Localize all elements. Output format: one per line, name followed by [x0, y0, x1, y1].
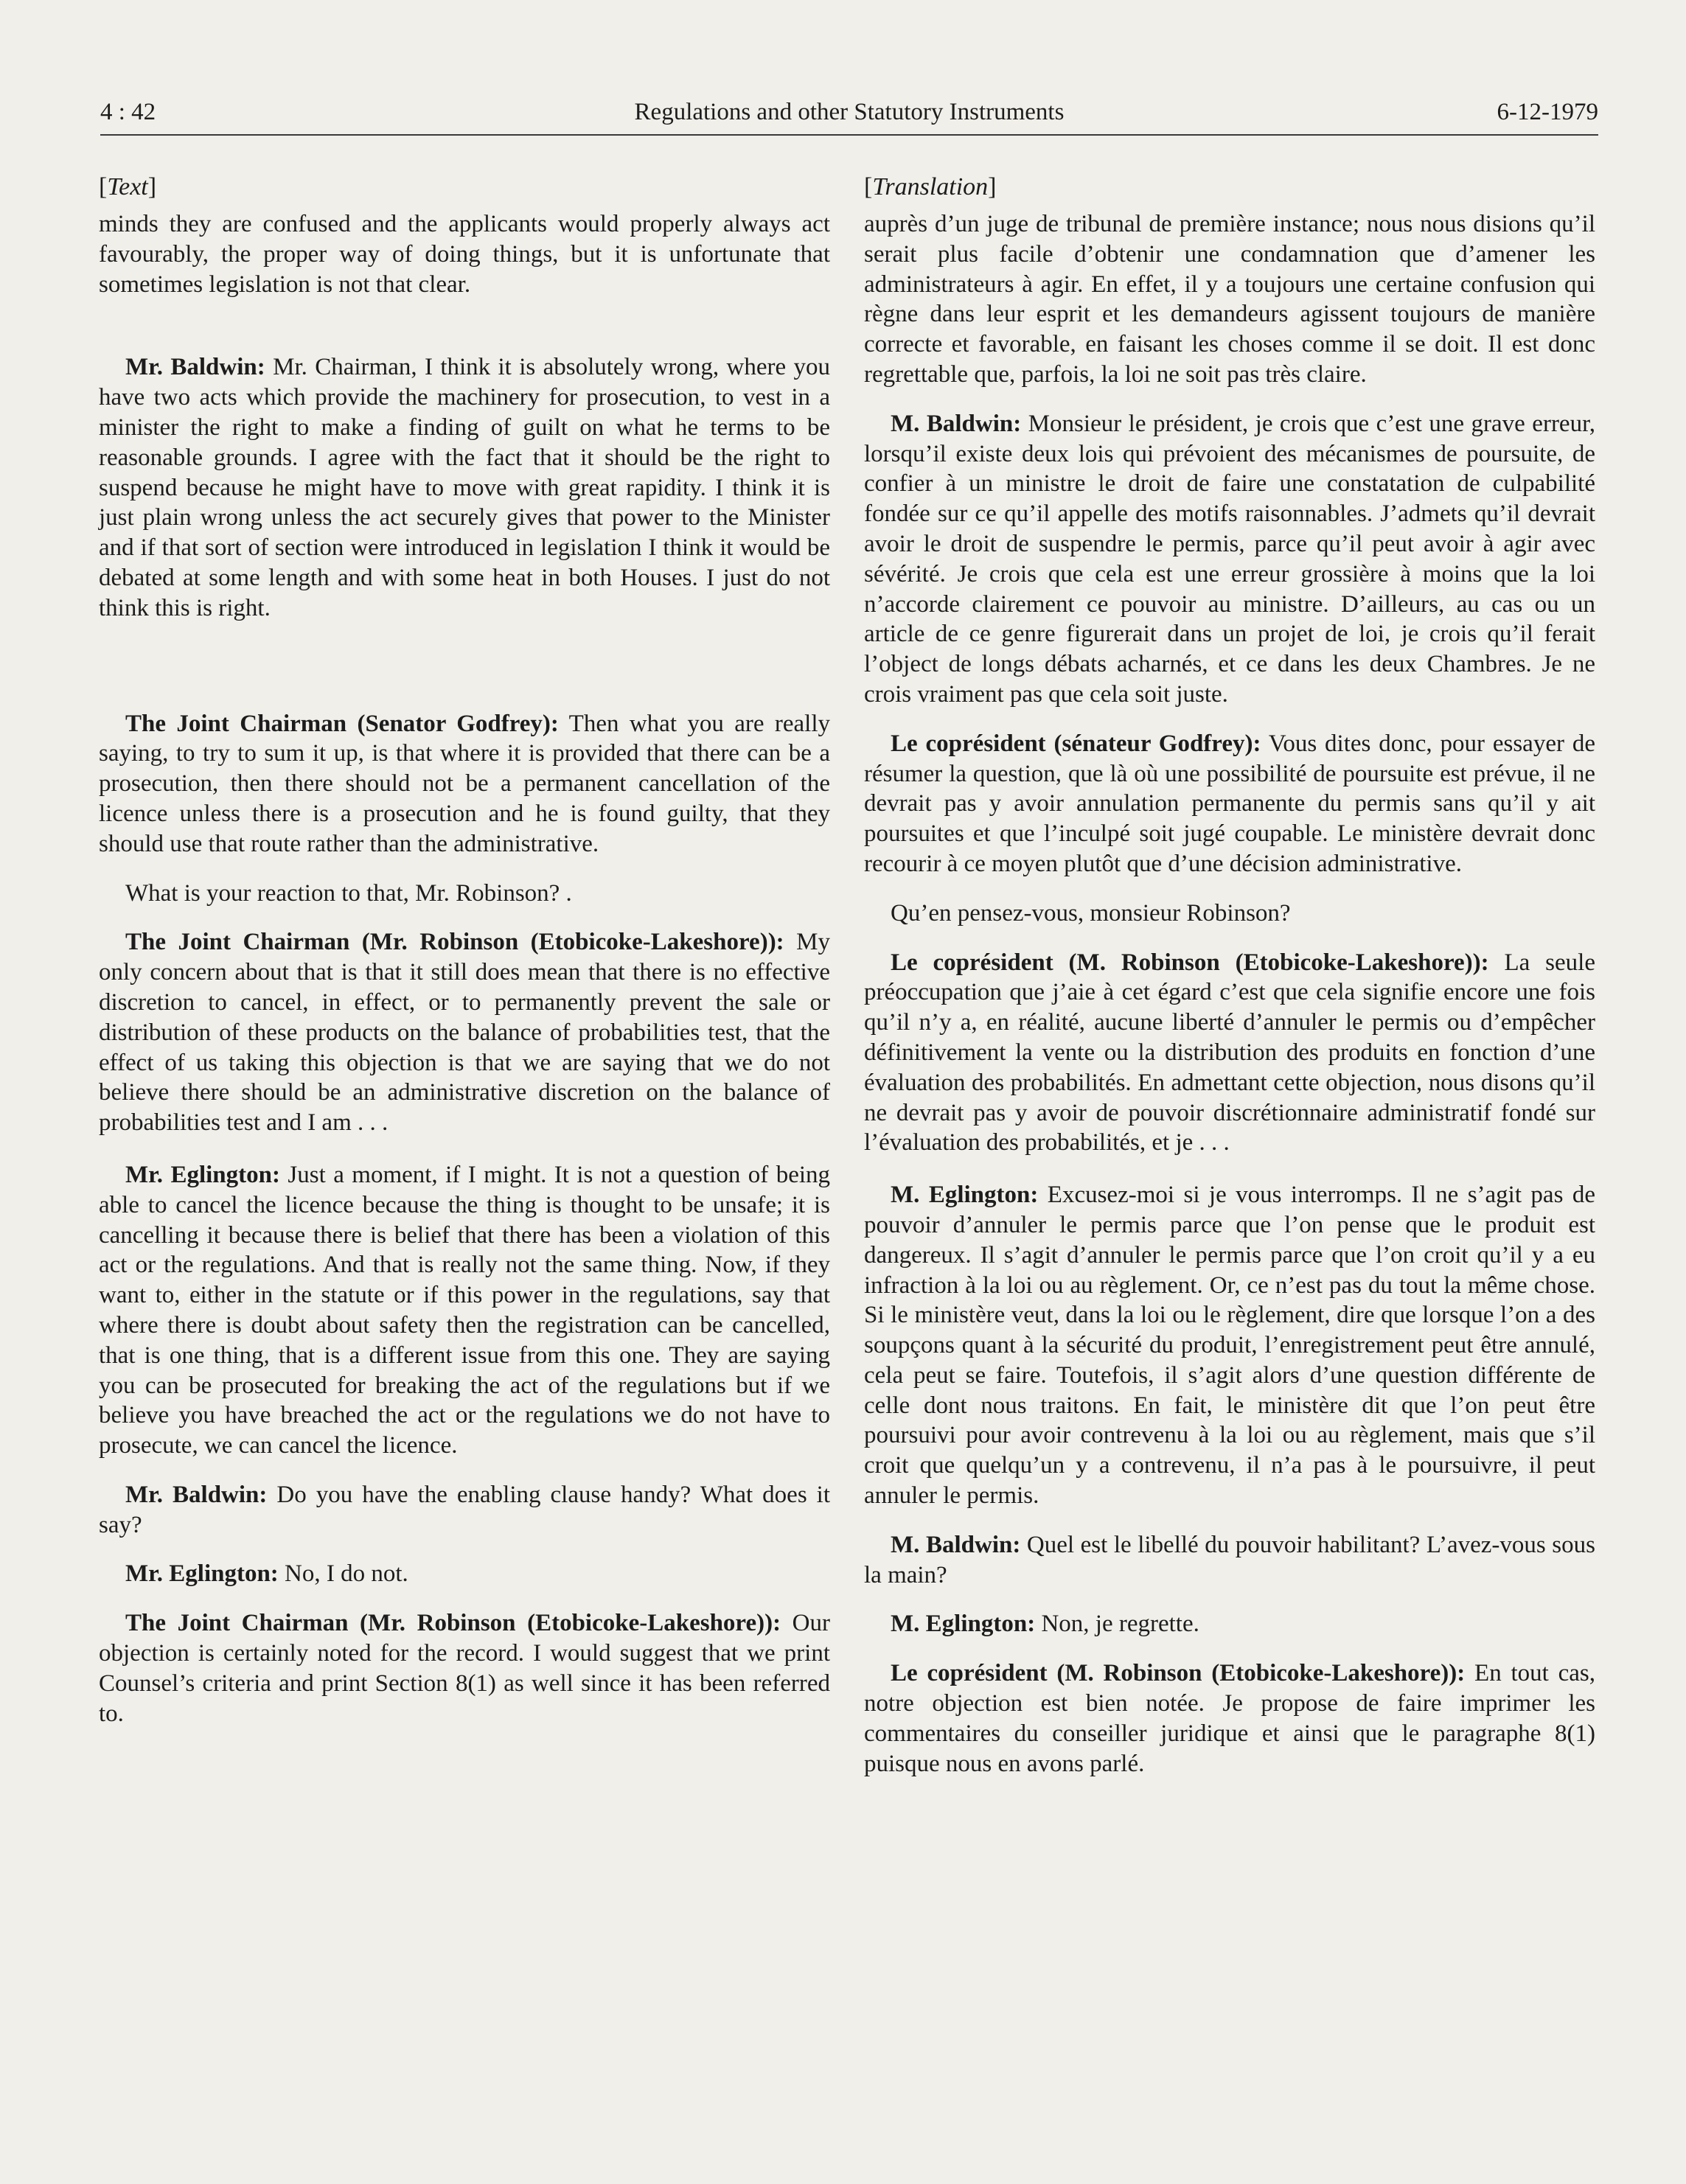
speaker-name: Mr. Baldwin: [125, 354, 265, 381]
column-label-text: [Text] [99, 173, 157, 200]
speaker-name: Le coprésident (sénateur Godfrey): [891, 730, 1261, 757]
speaker-name: Le coprésident (M. Robinson (Etobicoke-Lakeshore)): [891, 949, 1489, 976]
speaker-name: The Joint Chairman (Senator Godfrey): [125, 710, 559, 737]
paragraph-continuation: minds they are confused and the applicants would properly always act favourably, the proper way of doing things, but it is unfortunate that sometimes legislation is not that clear. [99, 211, 830, 298]
speech-baldwin-2: Mr. Baldwin: Do you have the enabling clause handy? What does it say? [99, 1481, 831, 1538]
speech-robinson: Le coprésident (M. Robinson (Etobicoke-Lakeshore)): La seule préoccupation que j’aie à cet égard c’est que cela signifie encore une fois qu’il n’y a, en réalité, aucune liberté d’annuler le permis ou d’empêcher définitivement la vente ou la distribution des produits en fonction d’une évaluation des probabilités. En admettant cette objection, nous disons qu’il ne devrait pas y avoir de pouvoir discrétionnaire administratif fondé sur l’évaluation des probabilités, et je . . . [864, 949, 1595, 1156]
speaker-name: Mr. Baldwin: [125, 1481, 268, 1508]
speaker-name: Le coprésident (M. Robinson (Etobicoke-Lakeshore)): [891, 1660, 1466, 1687]
french-column [864, 172, 1595, 1779]
speech-eglington-2: M. Eglington: Non, je regrette. [891, 1611, 1199, 1638]
speech-eglington: Mr. Eglington: Just a moment, if I might. It is not a question of being able to cancel the licence because the thing is thought to be unsafe; it is cancelling it because there is belief that there has been a violation of this act or the regulations. And that is really not the same thing. Now, if they want to, either in the statute or if this power in the regulations, say that where there is doubt about safety then the registration can be cancelled, that is one thing, that is a different issue from this one. They are saying you can be prosecuted for breaking the act of the regulations but if we believe you have breached the act or the regulations we do not have to prosecute, we can cancel the licence. [99, 1161, 831, 1459]
speech-godfrey: Le coprésident (sénateur Godfrey): Vous dites donc, pour essayer de résumer la question, que là où une possibilité de poursuite est prévue, il ne devrait pas y avoir annulation permanente du permis sans qu’il y ait poursuites et que l’inculpé soit jugé coupable. Le ministère devrait donc recourir à ce moyen plutôt que d’une décision administrative. [864, 730, 1595, 877]
english-column [99, 172, 830, 1728]
speaker-name: The Joint Chairman (Mr. Robinson (Etobicoke-Lakeshore)): [125, 1610, 781, 1637]
speech-robinson: The Joint Chairman (Mr. Robinson (Etobicoke-Lakeshore)): My only concern about that is that it still does mean that there is no effective discretion to cancel, in effect, or to permanently prevent the sale or distribution of these products on the balance of probabilities test, that the effect of us taking this objection is that we are saying that we do not believe there should be an administrative discretion on the balance of probabilities test and I am . . . [99, 929, 830, 1137]
speaker-name: The Joint Chairman (Mr. Robinson (Etobicoke-Lakeshore)): [125, 929, 784, 956]
header-rule [100, 134, 1598, 136]
speaker-name: M. Eglington: [891, 1611, 1036, 1638]
page-number: 4 : 42 [100, 99, 156, 125]
column-label-translation: [Translation] [864, 173, 997, 200]
paragraph-continuation: auprès d’un juge de tribunal de première instance; nous nous disions qu’il serait plus facile d’obtenir une condamnation que d’amener les administrateurs à agir. En effet, il y a toujours une certaine confusion qui règne dans leur esprit et les demandeurs agissent toujours de manière correcte et favorable, en faisant les choses comme il se doit. Il est donc regrettable que, parfois, la loi ne soit pas très claire. [864, 211, 1595, 388]
speech-baldwin-2: M. Baldwin: Quel est le libellé du pouvoir habilitant? L’avez-vous sous la main? [864, 1531, 1595, 1588]
speaker-name: M. Eglington: [891, 1182, 1039, 1209]
question-robinson: Qu’en pensez-vous, monsieur Robinson? [891, 899, 1291, 927]
speaker-name: M. Baldwin: [891, 410, 1022, 437]
header-date: 6-12-1979 [1497, 99, 1598, 125]
speech-eglington-2: Mr. Eglington: No, I do not. [125, 1560, 408, 1588]
running-header [100, 97, 1598, 134]
speech-baldwin: Mr. Baldwin: Mr. Chairman, I think it is absolutely wrong, where you have two acts which provide the machinery for prosecution, to vest in a minister the right to make a finding of guilt on what he terms to be reasonable grounds. I agree with the fact that it should be the right to suspend because he might have to move with great rapidity. I think it is just plain wrong unless the act securely gives that power to the Minister and if that sort of section were introduced in legislation I think it would be debated at some length and with some heat in both Houses. I just do not think this is right. [99, 354, 830, 621]
speech-robinson-2: The Joint Chairman (Mr. Robinson (Etobicoke-Lakeshore)): Our objection is certainly noted for the record. I would suggest that we print Counsel’s criteria and print Section 8(1) as well since it has been referred to. [99, 1610, 830, 1727]
question-robinson: What is your reaction to that, Mr. Robinson? . [125, 879, 572, 907]
speech-baldwin: M. Baldwin: Monsieur le président, je crois que c’est une grave erreur, lorsqu’il existe deux lois qui prévoient des mécanismes de poursuite, de confier à un ministre le droit de faire une constatation de culpabilité fondée sur ce qu’il appelle des motifs raisonnables. J’admets qu’il devrait avoir le droit de suspendre le permis, parce qu’il peut avoir à agir avec sévérité. Je crois que cela est une erreur grossière à moins que la loi n’accorde clairement ce pouvoir au ministre. D’ailleurs, au cas ou un article de ce genre figurerait dans un projet de loi, je crois qu’il ferait l’object de longs débats acharnés, et ce dans les deux Chambres. Je ne crois vraiment pas que cela soit juste. [864, 410, 1595, 708]
running-title: Regulations and other Statutory Instruments [634, 99, 1065, 125]
speech-godfrey: The Joint Chairman (Senator Godfrey): Then what you are really saying, to try to sum it up, is that where it is provided that there can be a prosecution, then there should not be a permanent cancellation of the licence unless there is a prosecution and he is found guilty, that they should use that route rather than the administrative. [99, 710, 830, 857]
speaker-name: Mr. Eglington: [125, 1161, 280, 1188]
speaker-name: M. Baldwin: [891, 1531, 1021, 1558]
speech-eglington: M. Eglington: Excusez-moi si je vous interromps. Il ne s’agit pas de pouvoir d’annuler le permis parce que l’on pense que le produit est dangereux. Il s’agit d’annuler le permis parce que l’on croit qu’il y a eu infraction à la loi ou au règlement. Or, ce n’est pas du tout la même chose. Si le ministère veut, dans la loi ou le règlement, dire que lorsque l’on a des soupçons quant à la sécurité du produit, l’enregistrement peut être annulé, cela peut se faire. Toutefois, il s’agit alors d’une question différente de celle dont nous traitons. En fait, le ministère dit que l’on peut être poursuivi pour avoir contrevenu à la loi ou au règlement, mais que s’il croit que quelqu’un y a contrevenu, il n’a pas à le poursuivre, il peut annuler le permis. [864, 1182, 1595, 1510]
speaker-name: Mr. Eglington: [125, 1560, 279, 1588]
speech-robinson-2: Le coprésident (M. Robinson (Etobicoke-Lakeshore)): En tout cas, notre objection est bien notée. Je propose de faire imprimer les commentaires du conseiller juridique et ainsi que le paragraphe 8(1) puisque nous en avons parlé. [864, 1660, 1595, 1777]
